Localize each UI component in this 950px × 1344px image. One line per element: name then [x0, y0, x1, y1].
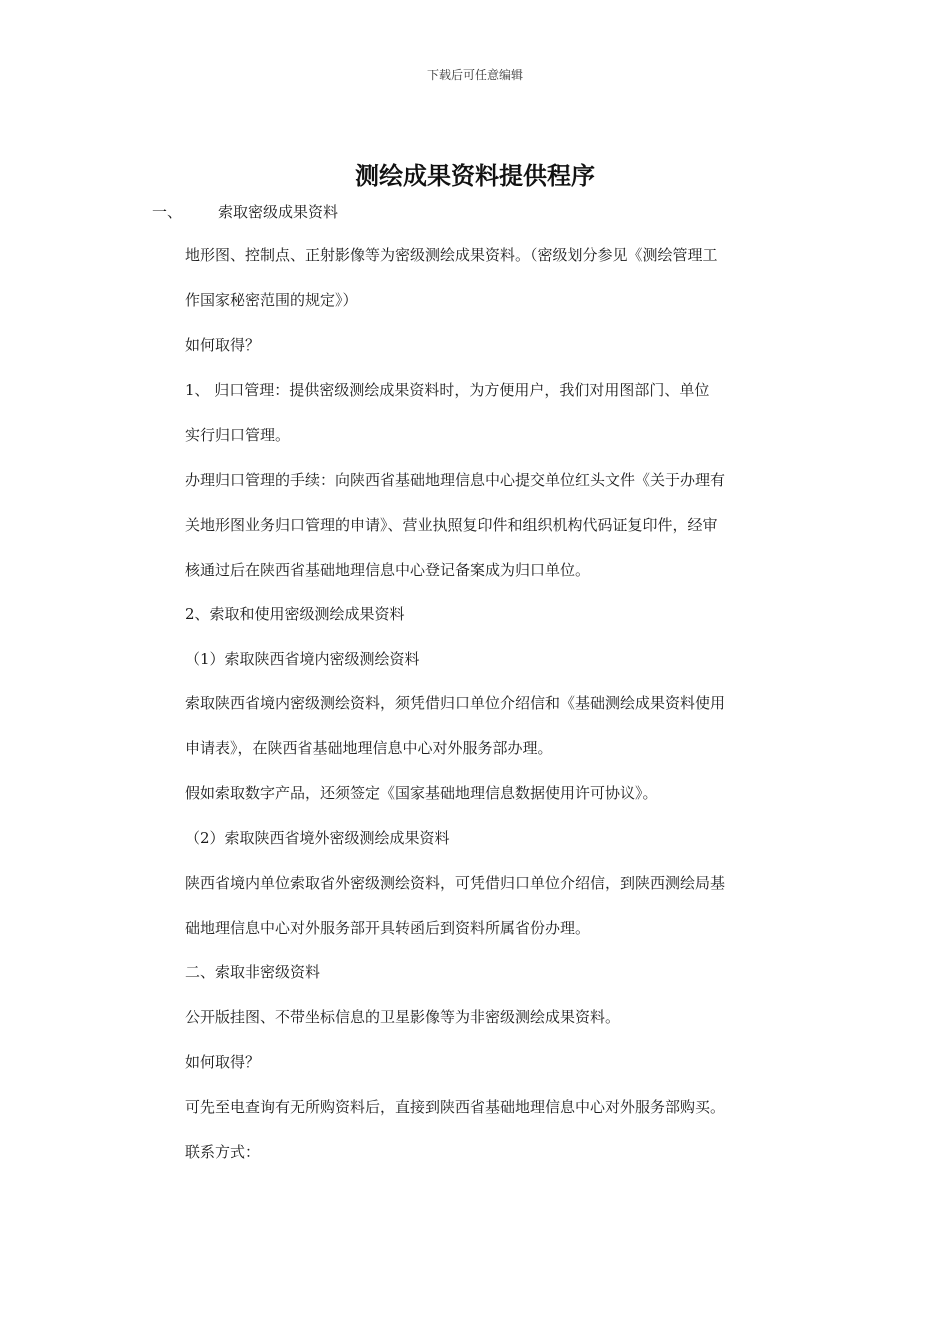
paragraph-line: 索取陕西省境内密级测绘资料，须凭借归口单位介绍信和《基础测绘成果资料使用 [185, 694, 726, 712]
paragraph-line: 实行归口管理。 [185, 426, 291, 444]
section-heading-1 [152, 201, 338, 222]
header-note: 下载后可任意编辑 [426, 68, 523, 82]
paragraph-line: 关地形图业务归口管理的申请》、营业执照复印件和组织机构代码证复印件，经审 [185, 516, 718, 534]
contact-label: 联系方式： [185, 1143, 261, 1161]
section-number: 一、 [152, 203, 183, 221]
paragraph-line: 可先至电查询有无所购资料后，直接到陕西省基础地理信息中心对外服务部购买。 [185, 1098, 726, 1116]
list-item-line: 1、 归口管理：提供密级测绘成果资料时，为方便用户，我们对用图部门、单位 [185, 381, 710, 399]
section-heading-2: 二、索取非密级资料 [185, 963, 321, 981]
paragraph-line: 陕西省境内单位索取省外密级测绘资料，可凭借归口单位介绍信，到陕西测绘局基 [185, 874, 726, 892]
document-title: 测绘成果资料提供程序 [355, 161, 595, 190]
paragraph-line: 公开版挂图、不带坐标信息的卫星影像等为非密级测绘成果资料。 [185, 1008, 621, 1026]
paragraph-line: 如何取得？ [185, 336, 261, 354]
paragraph-line: 如何取得？ [185, 1053, 261, 1071]
paragraph-line: 办理归口管理的手续：向陕西省基础地理信息中心提交单位红头文件《关于办理有 [185, 471, 726, 489]
paragraph-line: 核通过后在陕西省基础地理信息中心登记备案成为归口单位。 [185, 561, 591, 579]
paragraph-line: 申请表》，在陕西省基础地理信息中心对外服务部办理。 [185, 739, 553, 757]
paragraph-line: 作国家秘密范围的规定》） [185, 291, 358, 309]
paragraph-line: 假如索取数字产品，还须签定《国家基础地理信息数据使用许可协议》。 [185, 784, 658, 802]
subheading-line: （1）索取陕西省境内密级测绘资料 [185, 650, 420, 668]
paragraph-line: 地形图、控制点、正射影像等为密级测绘成果资料。（密级划分参见《测绘管理工 [185, 246, 718, 264]
subheading-line: 2、索取和使用密级测绘成果资料 [185, 605, 405, 623]
paragraph-line: 础地理信息中心对外服务部开具转函后到资料所属省份办理。 [185, 919, 591, 937]
section-heading-text: 索取密级成果资料 [218, 203, 339, 221]
subheading-line: （2）索取陕西省境外密级测绘成果资料 [185, 829, 450, 847]
